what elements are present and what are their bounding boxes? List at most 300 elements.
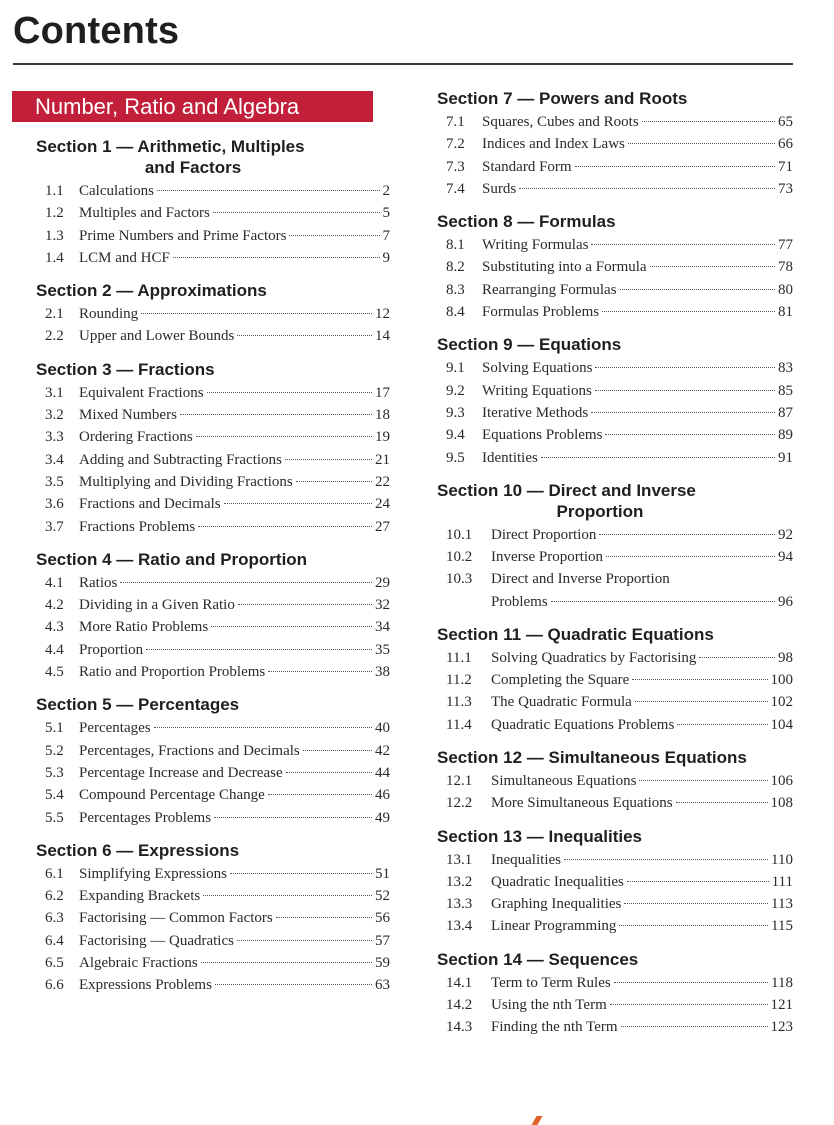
page-title: Contents (13, 10, 180, 52)
toc-entry[interactable] (437, 770, 793, 792)
dot-leader (268, 671, 372, 672)
entry-page: 57 (375, 932, 390, 949)
toc-entry[interactable] (437, 524, 793, 546)
entry-number: 11.1 (446, 649, 472, 666)
dot-leader (120, 582, 372, 583)
toc-entry[interactable] (437, 256, 793, 278)
entry-page: 123 (770, 1019, 793, 1036)
toc-section (437, 826, 793, 938)
toc-entry[interactable] (36, 426, 390, 448)
dot-leader (198, 526, 372, 527)
toc-entry[interactable] (36, 930, 390, 952)
dot-leader (276, 917, 372, 918)
toc-entry[interactable] (437, 301, 793, 323)
dot-leader (650, 266, 775, 267)
entry-number: 13.1 (446, 851, 473, 868)
entry-title: Writing Equations (482, 382, 592, 399)
entry-title: Percentage Increase and Decrease (79, 764, 283, 781)
entry-number: 5.3 (45, 764, 64, 781)
section-heading (437, 88, 793, 109)
entry-number: 8.3 (446, 281, 465, 298)
entry-number: 9.1 (446, 360, 465, 377)
entry-number: 3.4 (45, 451, 64, 468)
toc-section (36, 549, 390, 683)
entry-title: Factorising — Common Factors (79, 910, 273, 927)
entry-title: Writing Formulas (482, 237, 589, 254)
toc-entry[interactable] (437, 111, 793, 133)
entry-title: Algebraic Fractions (79, 955, 198, 972)
dot-leader (268, 794, 372, 795)
section-title-line2: Proportion (556, 501, 644, 521)
entry-title: Percentages (79, 720, 151, 737)
entry-page: 5 (382, 205, 390, 222)
entry-number: 4.1 (45, 574, 64, 591)
entry-title: Rearranging Formulas (482, 281, 617, 298)
toc-entry[interactable] (437, 156, 793, 178)
dot-leader (519, 188, 775, 189)
part-banner: Number, Ratio and Algebra (12, 91, 373, 122)
dot-leader (642, 121, 775, 122)
section-heading (36, 840, 390, 861)
entry-page: 81 (778, 304, 793, 321)
toc-entry[interactable] (36, 616, 390, 638)
dot-leader (639, 780, 767, 781)
toc-entry[interactable] (36, 303, 390, 325)
toc-entry[interactable] (437, 871, 793, 893)
entry-title: More Ratio Problems (79, 619, 209, 636)
entry-number: 11.2 (446, 672, 472, 689)
entry-page: 42 (375, 742, 390, 759)
entry-title: Equivalent Fractions (79, 384, 204, 401)
dot-leader (606, 556, 775, 557)
toc-entry[interactable] (36, 740, 390, 762)
toc-entry[interactable] (36, 325, 390, 347)
section-title-line1: Section 4 — Ratio and Proportion (36, 549, 308, 569)
toc-section (437, 480, 793, 613)
entry-page: 40 (375, 720, 390, 737)
toc-entry[interactable] (437, 279, 793, 301)
section-title-line1: Section 2 — Approximations (36, 281, 267, 301)
toc-entry[interactable] (36, 952, 390, 974)
section-title-line1: Section 1 — Arithmetic, Multiples (36, 137, 305, 156)
entry-title: Simultaneous Equations (491, 772, 637, 789)
dot-leader (595, 390, 775, 391)
entry-number: 7.1 (446, 114, 465, 130)
toc-entry[interactable] (36, 247, 390, 269)
section-title-line1: Section 6 — Expressions (36, 840, 240, 860)
entry-title: Iterative Methods (482, 404, 589, 421)
dot-leader (154, 727, 372, 728)
entry-title: Direct Proportion (491, 526, 597, 543)
toc-entry[interactable] (437, 647, 793, 669)
entry-page: 85 (778, 382, 793, 399)
entry-title: LCM and HCF (79, 249, 170, 266)
dot-leader (285, 459, 372, 460)
dot-leader (224, 503, 372, 504)
dot-leader (620, 289, 775, 290)
entry-number: 6.6 (45, 977, 64, 994)
entry-page: 22 (375, 473, 390, 490)
entry-page: 66 (778, 136, 793, 153)
toc-entry[interactable] (36, 784, 390, 806)
dot-leader (173, 257, 380, 258)
dot-leader (541, 457, 775, 458)
toc-entry[interactable] (36, 404, 390, 426)
entry-number: 7.2 (446, 136, 465, 153)
entry-page: 94 (778, 549, 793, 566)
entry-number: 9.5 (446, 449, 465, 466)
entry-number: 5.1 (45, 720, 64, 737)
section-title-line1: Section 9 — Equations (437, 335, 622, 355)
section-heading (36, 359, 390, 380)
toc-section (36, 280, 390, 348)
entry-number: 7.3 (446, 158, 465, 175)
toc-entry[interactable] (437, 424, 793, 446)
toc-section (437, 334, 793, 468)
dot-leader (699, 657, 775, 658)
dot-leader (211, 626, 372, 627)
section-title-line1: Section 10 — Direct and Inverse (437, 480, 696, 500)
dot-leader (605, 434, 775, 435)
toc-section (36, 840, 390, 997)
dot-leader (575, 166, 775, 167)
toc-entry[interactable] (36, 493, 390, 515)
entry-page: 17 (375, 384, 390, 401)
entry-page: 52 (375, 888, 390, 905)
toc-entry[interactable] (437, 915, 793, 937)
toc-section (437, 88, 793, 200)
toc-entry[interactable] (36, 449, 390, 471)
section-heading (36, 694, 390, 715)
entry-title: Expressions Problems (79, 977, 212, 994)
entry-page: 2 (382, 183, 390, 199)
entry-number: 8.4 (446, 304, 465, 321)
toc-entry[interactable] (437, 568, 793, 590)
dot-leader (303, 750, 372, 751)
entry-number: 6.2 (45, 888, 64, 905)
entry-number: 10.2 (446, 549, 473, 566)
title-divider (13, 63, 793, 65)
entry-title: Proportion (79, 641, 144, 658)
entry-page: 89 (778, 427, 793, 444)
entry-title: Compound Percentage Change (79, 787, 265, 804)
toc-entry[interactable] (36, 180, 390, 202)
entry-number: 11.3 (446, 694, 472, 711)
entry-title: Surds (482, 180, 517, 197)
entry-title: Direct and Inverse Proportion (491, 571, 670, 588)
entry-title: Completing the Square (491, 672, 630, 689)
dot-leader (591, 412, 775, 413)
section-title-line1: Section 14 — Sequences (437, 949, 639, 969)
entry-page: 98 (778, 649, 793, 666)
toc-entry[interactable] (36, 639, 390, 661)
entry-title: Prime Numbers and Prime Factors (79, 227, 287, 244)
entry-number: 1.2 (45, 205, 64, 222)
entry-title: Percentages Problems (79, 809, 212, 826)
dot-leader (213, 212, 380, 213)
section-title-line1: Section 12 — Simultaneous Equations (437, 747, 747, 767)
dot-leader (203, 895, 372, 896)
dot-leader (146, 649, 372, 650)
section-heading (437, 949, 793, 970)
entry-number: 13.3 (446, 896, 473, 913)
entry-page: 73 (778, 180, 793, 197)
entry-title: Equations Problems (482, 427, 603, 444)
section-title-line1: Section 5 — Percentages (36, 695, 240, 715)
entry-title: Adding and Subtracting Fractions (79, 451, 282, 468)
entry-page: 38 (375, 664, 390, 681)
entry-number: 7.4 (446, 180, 465, 197)
entry-page: 77 (778, 237, 793, 254)
entry-number: 12.2 (446, 795, 473, 812)
dot-leader (296, 481, 372, 482)
entry-number: 4.4 (45, 641, 64, 658)
entry-title: Indices and Index Laws (482, 136, 625, 153)
entry-title: Ordering Fractions (79, 429, 193, 446)
entry-number: 6.5 (45, 955, 64, 972)
toc-entry[interactable] (36, 907, 390, 929)
dot-leader (610, 1004, 768, 1005)
toc-entry[interactable] (437, 669, 793, 691)
dot-leader (614, 982, 768, 983)
toc-section (437, 949, 793, 1039)
entry-number: 1.3 (45, 227, 64, 244)
toc-entry[interactable] (36, 717, 390, 739)
section-heading (437, 826, 793, 847)
entry-title: Term to Term Rules (491, 974, 611, 991)
toc-entry[interactable] (437, 357, 793, 379)
toc-entry[interactable] (437, 133, 793, 155)
toc-section (437, 211, 793, 323)
section-title-line1: Section 8 — Formulas (437, 212, 616, 232)
dot-leader (628, 143, 775, 144)
toc-entry[interactable] (437, 972, 793, 994)
toc-entry[interactable] (437, 402, 793, 424)
entry-number: 12.1 (446, 772, 473, 789)
entry-number: 14.2 (446, 997, 473, 1014)
entry-number: 3.5 (45, 473, 64, 490)
entry-number: 1.1 (45, 183, 64, 199)
section-heading (437, 334, 793, 355)
entry-page: 51 (375, 865, 390, 882)
toc-entry[interactable] (36, 516, 390, 538)
entry-page: 110 (771, 851, 793, 868)
entry-page: 29 (375, 574, 390, 591)
entry-page: 83 (778, 360, 793, 377)
entry-page: 56 (375, 910, 390, 927)
section-heading (437, 747, 793, 768)
entry-page: 80 (778, 281, 793, 298)
entry-title: Fractions and Decimals (79, 496, 221, 513)
entry-number: 5.2 (45, 742, 64, 759)
entry-number: 11.4 (446, 716, 472, 733)
entry-number: 2.1 (45, 306, 64, 323)
entry-number: 5.4 (45, 787, 64, 804)
entry-page: 21 (375, 451, 390, 468)
entry-page: 46 (375, 787, 390, 804)
entry-title: Graphing Inequalities (491, 896, 622, 913)
toc-entry-continued[interactable] (437, 591, 793, 613)
entry-title: Solving Quadratics by Factorising (491, 649, 697, 666)
toc-entry[interactable] (437, 447, 793, 469)
entry-page: 118 (771, 974, 793, 991)
section-heading (36, 136, 390, 178)
toc-section (36, 694, 390, 828)
toc-section (437, 624, 793, 736)
entry-number: 10.1 (446, 526, 473, 543)
entry-page: 87 (778, 404, 793, 421)
entry-page: 49 (375, 809, 390, 826)
toc-entry[interactable] (36, 225, 390, 247)
entry-title: Fractions Problems (79, 518, 196, 535)
dot-leader (602, 311, 775, 312)
entry-number: 14.1 (446, 974, 473, 991)
entry-page: 121 (770, 997, 793, 1014)
dot-leader (635, 701, 768, 702)
toc-entry[interactable] (437, 234, 793, 256)
dot-leader (196, 436, 372, 437)
entry-number: 4.2 (45, 597, 64, 614)
section-heading (36, 280, 390, 301)
toc-entry[interactable] (437, 893, 793, 915)
toc-entry[interactable] (36, 661, 390, 683)
section-heading (437, 211, 793, 232)
dot-leader (180, 414, 372, 415)
entry-title: More Simultaneous Equations (491, 795, 673, 812)
entry-title: Ratio and Proportion Problems (79, 664, 266, 681)
toc-entry[interactable] (437, 792, 793, 814)
entry-title: Expanding Brackets (79, 888, 201, 905)
toc-entry[interactable] (36, 762, 390, 784)
entry-title: Linear Programming (491, 918, 617, 935)
section-title-line1: Section 11 — Quadratic Equations (437, 624, 714, 644)
toc-entry[interactable] (437, 849, 793, 871)
entry-page: 100 (770, 672, 793, 689)
entry-number: 6.1 (45, 865, 64, 882)
toc-entry[interactable] (437, 714, 793, 736)
dot-leader (237, 335, 372, 336)
dot-leader (141, 313, 372, 314)
toc-entry[interactable] (437, 691, 793, 713)
dot-leader (215, 984, 372, 985)
entry-title: Solving Equations (482, 360, 593, 377)
section-title-line1: Section 13 — Inequalities (437, 826, 643, 846)
entry-number: 8.1 (446, 237, 465, 254)
entry-page: 34 (375, 619, 390, 636)
entry-page: 65 (778, 114, 793, 130)
dot-leader (619, 925, 768, 926)
entry-page: 32 (375, 597, 390, 614)
entry-page: 111 (771, 873, 793, 890)
section-heading (437, 624, 793, 645)
dot-leader (201, 962, 372, 963)
section-heading (36, 549, 390, 570)
entry-page: 7 (382, 227, 390, 244)
toc-entry[interactable] (36, 807, 390, 829)
dot-leader (286, 772, 372, 773)
toc-section (437, 747, 793, 815)
entry-number: 3.6 (45, 496, 64, 513)
toc-entry[interactable] (36, 471, 390, 493)
entry-page: 106 (770, 772, 793, 789)
entry-title: Mixed Numbers (79, 407, 177, 424)
entry-number: 3.2 (45, 407, 64, 424)
entry-page: 92 (778, 526, 793, 543)
entry-number: 9.4 (446, 427, 465, 444)
toc-entry[interactable] (437, 546, 793, 568)
section-title-line1: Section 3 — Fractions (36, 359, 215, 379)
entry-page: 19 (375, 429, 390, 446)
entry-title: Formulas Problems (482, 304, 600, 321)
entry-page: 71 (778, 158, 793, 175)
entry-page: 59 (375, 955, 390, 972)
entry-page: 63 (375, 977, 390, 994)
entry-number: 14.3 (446, 1019, 473, 1036)
entry-page: 96 (778, 593, 793, 610)
entry-title: Factorising — Quadratics (79, 932, 234, 949)
entry-number: 1.4 (45, 249, 64, 266)
entry-number: 10.3 (446, 571, 473, 588)
toc-left-column (36, 136, 390, 1008)
section-heading (437, 480, 793, 522)
entry-page: 113 (771, 896, 793, 913)
entry-page: 91 (778, 449, 793, 466)
dot-leader (627, 881, 769, 882)
toc-entry[interactable] (437, 1016, 793, 1038)
dot-leader (677, 724, 767, 725)
entry-title: Dividing in a Given Ratio (79, 597, 235, 614)
entry-number: 3.1 (45, 384, 64, 401)
entry-title: Upper and Lower Bounds (79, 328, 235, 345)
entry-number: 13.4 (446, 918, 473, 935)
toc-right-column (437, 88, 793, 1050)
toc-entry[interactable] (36, 974, 390, 996)
entry-number: 8.2 (446, 259, 465, 276)
entry-page: 115 (771, 918, 793, 935)
entry-number: 3.7 (45, 518, 64, 535)
entry-number: 6.4 (45, 932, 64, 949)
section-title-line2: and Factors (144, 158, 242, 177)
entry-page: 18 (375, 407, 390, 424)
dot-leader (591, 244, 775, 245)
entry-page: 102 (770, 694, 793, 711)
entry-title: Simplifying Expressions (79, 865, 227, 882)
toc-entry[interactable] (437, 994, 793, 1016)
entry-page: 108 (770, 795, 793, 812)
toc-entry[interactable] (36, 572, 390, 594)
dot-leader (289, 235, 379, 236)
toc-entry[interactable] (437, 380, 793, 402)
toc-entry[interactable] (36, 382, 390, 404)
dot-leader (676, 802, 768, 803)
toc-entry[interactable] (36, 863, 390, 885)
dot-leader (207, 392, 372, 393)
toc-entry[interactable] (36, 594, 390, 616)
dot-leader (237, 940, 372, 941)
decorative-mark (531, 1116, 542, 1125)
entry-number: 6.3 (45, 910, 64, 927)
toc-entry[interactable] (36, 885, 390, 907)
entry-page: 27 (375, 518, 390, 535)
entry-number: 13.2 (446, 873, 473, 890)
toc-entry[interactable] (36, 202, 390, 224)
entry-title: Inverse Proportion (491, 549, 604, 566)
toc-entry[interactable] (437, 178, 793, 200)
entry-number: 9.3 (446, 404, 465, 421)
entry-title: Using the nth Term (491, 997, 607, 1014)
entry-number: 5.5 (45, 809, 64, 826)
entry-title: Squares, Cubes and Roots (482, 114, 639, 130)
